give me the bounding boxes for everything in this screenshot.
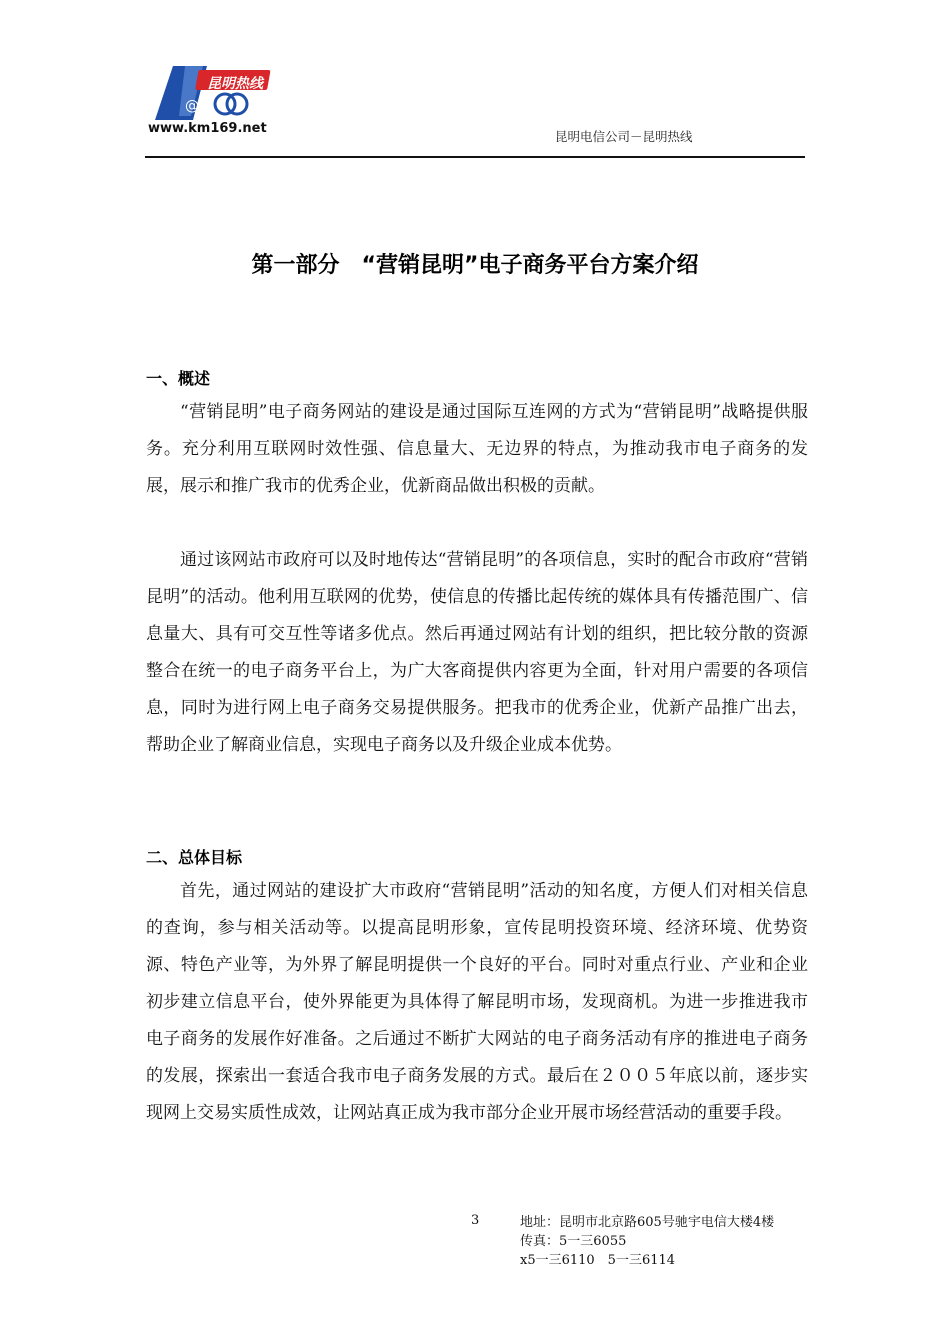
- footer-phones: x5一三6110 5一三6114: [520, 1253, 676, 1268]
- header-company-name: 昆明电信公司－昆明热线: [555, 129, 693, 144]
- footer-fax: 传真：5一三6055: [520, 1234, 627, 1249]
- page-number: 3: [471, 1213, 480, 1228]
- page-title: 第一部分 “营销昆明”电子商务平台方案介绍: [251, 253, 699, 278]
- paragraph: 通过该网站市政府可以及时地传达“营销昆明”的各项信息，实时的配合市政府“营销昆明”的活动。他利用互联网的优势，使信息的传播比起传统的媒体具有传播范围广、信息量大、具有可交互性等诸多优点。然后再通过网站有计划的组织，把比较分散的资源整合在统一的电子商务平台上，为广大客商提供内容更为全面，针对用户需要的各项信息，同时为进行网上电子商务交易提供服务。把我市的优秀企业，优新产品推广出去，帮助企业了解商业信息，实现电子商务以及升级企业成本优势。: [146, 550, 808, 755]
- paragraph: 首先，通过网站的建设扩大市政府“营销昆明”活动的知名度，方便人们对相关信息的查询，参与相关活动等。以提高昆明形象，宣传昆明投资环境、经济环境、优势资源、特色产业等，为外界了解昆明提供一个良好的平台。同时对重点行业、产业和企业初步建立信息平台，使外界能更为具体得了解昆明市场，发现商机。为进一步推进我市电子商务的发展作好准备。之后通过不断扩大网站的电子商务活动有序的推进电子商务的发展，探索出一套适合我市电子商务发展的方式。最后在２００５年底以前，逐步实现网上交易实质性成效，让网站真正成为我市部分企业开展市场经营活动的重要手段。: [146, 881, 808, 1123]
- section-heading-overview: 一、概述: [146, 369, 211, 388]
- footer-contact: [520, 1213, 774, 1270]
- footer-address: 地址：昆明市北京路605号驰宇电信大楼4楼: [520, 1215, 775, 1230]
- logo-url: www.km169.net: [148, 121, 267, 136]
- header-divider: [145, 156, 805, 158]
- svg-text:@: @: [185, 98, 199, 114]
- logo-text: 昆明热线: [207, 76, 263, 92]
- section-heading-goals: 二、总体目标: [146, 848, 243, 867]
- paragraph: “营销昆明”电子商务网站的建设是通过国际互连网的方式为“营销昆明”战略提供服务。充分利用互联网时效性强、信息量大、无边界的特点，为推动我市电子商务的发展，展示和推广我市的优秀企业，优新商品做出积极的贡献。: [146, 402, 808, 496]
